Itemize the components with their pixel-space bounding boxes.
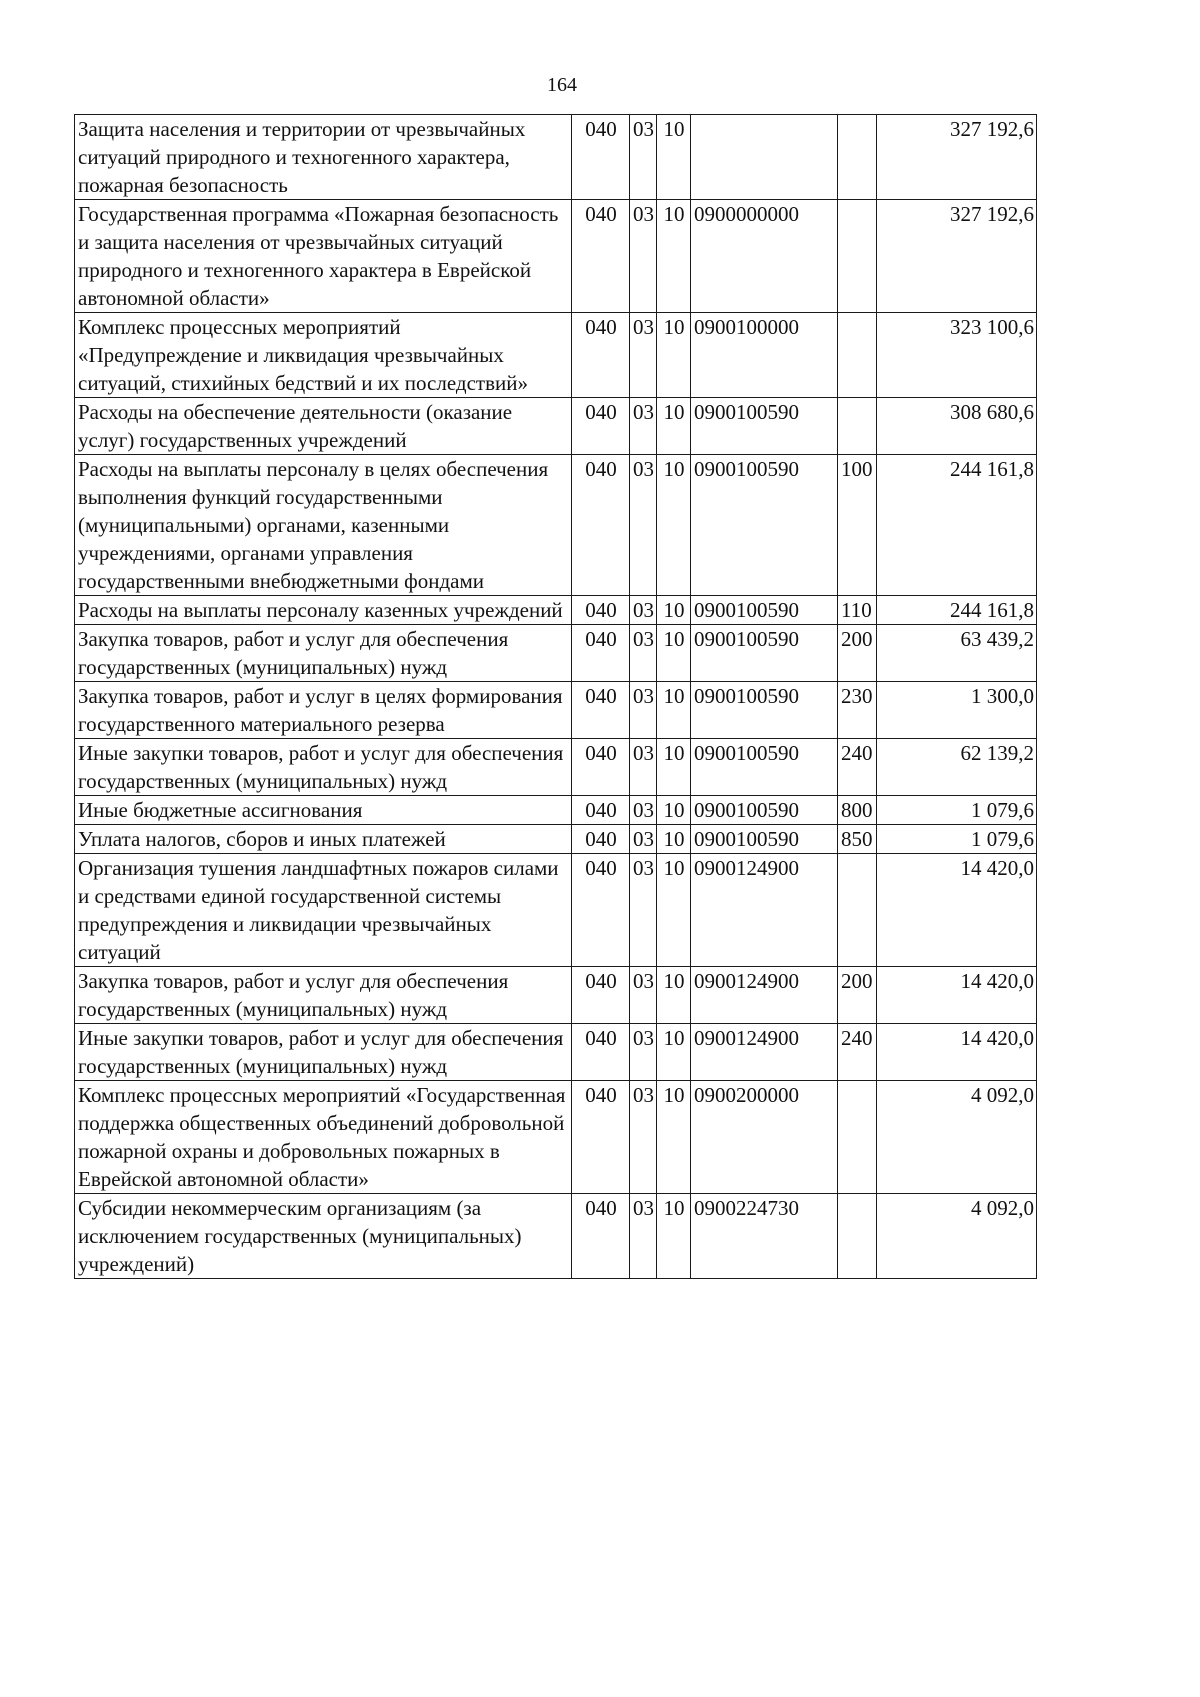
table-row: [75, 398, 1037, 455]
row-name-cell: Иные закупки товаров, работ и услуг для обеспечения государственных (муниципальных) нужд: [75, 1024, 572, 1081]
expense-type-code-cell: 100: [838, 455, 877, 596]
table-row: [75, 967, 1037, 1024]
row-name-cell: Иные бюджетные ассигнования: [75, 796, 572, 825]
subsection-code-cell: 10: [657, 967, 691, 1024]
section-code-cell: 03: [630, 796, 657, 825]
row-name-cell: Расходы на выплаты персоналу казенных учреждений: [75, 596, 572, 625]
subsection-code-cell: 10: [657, 313, 691, 398]
expense-type-code-cell: 200: [838, 967, 877, 1024]
amount-cell: 1 079,6: [877, 796, 1037, 825]
row-name-cell: Комплекс процессных мероприятий «Предупреждение и ликвидация чрезвычайных ситуаций, стихийных бедствий и их последствий»: [75, 313, 572, 398]
section-code-cell: 03: [630, 398, 657, 455]
expense-type-code-cell: 850: [838, 825, 877, 854]
section-code-cell: 03: [630, 739, 657, 796]
section-code-cell: 03: [630, 1024, 657, 1081]
row-name-cell: Иные закупки товаров, работ и услуг для обеспечения государственных (муниципальных) нужд: [75, 739, 572, 796]
target-item-code-cell: 0900124900: [691, 967, 838, 1024]
ministry-code-cell: 040: [572, 596, 630, 625]
expense-type-code-cell: [838, 115, 877, 200]
subsection-code-cell: 10: [657, 398, 691, 455]
table-row: [75, 796, 1037, 825]
row-name-cell: Уплата налогов, сборов и иных платежей: [75, 825, 572, 854]
section-code-cell: 03: [630, 625, 657, 682]
target-item-code-cell: 0900100590: [691, 455, 838, 596]
table-row: [75, 739, 1037, 796]
row-name-cell: Государственная программа «Пожарная безопасность и защита населения от чрезвычайных ситуаций природного и техногенного характера в Еврейской автономной области»: [75, 200, 572, 313]
expense-type-code-cell: 230: [838, 682, 877, 739]
target-item-code-cell: 0900100590: [691, 625, 838, 682]
ministry-code-cell: 040: [572, 967, 630, 1024]
amount-cell: 4 092,0: [877, 1194, 1037, 1279]
budget-table: [74, 114, 1037, 1279]
subsection-code-cell: 10: [657, 854, 691, 967]
row-name-cell: Комплекс процессных мероприятий «Государственная поддержка общественных объединений добровольной пожарной охраны и добровольных пожарных в Еврейской автономной области»: [75, 1081, 572, 1194]
table-row: [75, 115, 1037, 200]
expense-type-code-cell: [838, 854, 877, 967]
table-row: [75, 200, 1037, 313]
table-row: [75, 825, 1037, 854]
amount-cell: 14 420,0: [877, 967, 1037, 1024]
expense-type-code-cell: 200: [838, 625, 877, 682]
section-code-cell: 03: [630, 313, 657, 398]
expense-type-code-cell: [838, 1194, 877, 1279]
table-row: [75, 455, 1037, 596]
table-row: [75, 1194, 1037, 1279]
table-row: [75, 313, 1037, 398]
amount-cell: 14 420,0: [877, 854, 1037, 967]
expense-type-code-cell: [838, 200, 877, 313]
target-item-code-cell: 0900100590: [691, 682, 838, 739]
subsection-code-cell: 10: [657, 825, 691, 854]
section-code-cell: 03: [630, 1194, 657, 1279]
row-name-cell: Субсидии некоммерческим организациям (за исключением государственных (муниципальных) учреждений): [75, 1194, 572, 1279]
ministry-code-cell: 040: [572, 796, 630, 825]
subsection-code-cell: 10: [657, 1024, 691, 1081]
subsection-code-cell: 10: [657, 1194, 691, 1279]
expense-type-code-cell: [838, 313, 877, 398]
ministry-code-cell: 040: [572, 1081, 630, 1194]
table-row: [75, 596, 1037, 625]
target-item-code-cell: 0900224730: [691, 1194, 838, 1279]
amount-cell: 327 192,6: [877, 115, 1037, 200]
ministry-code-cell: 040: [572, 625, 630, 682]
subsection-code-cell: 10: [657, 455, 691, 596]
amount-cell: 1 079,6: [877, 825, 1037, 854]
amount-cell: 323 100,6: [877, 313, 1037, 398]
amount-cell: 308 680,6: [877, 398, 1037, 455]
ministry-code-cell: 040: [572, 1194, 630, 1279]
subsection-code-cell: 10: [657, 596, 691, 625]
section-code-cell: 03: [630, 825, 657, 854]
ministry-code-cell: 040: [572, 398, 630, 455]
section-code-cell: 03: [630, 115, 657, 200]
row-name-cell: Закупка товаров, работ и услуг для обеспечения государственных (муниципальных) нужд: [75, 625, 572, 682]
amount-cell: 244 161,8: [877, 455, 1037, 596]
expense-type-code-cell: 800: [838, 796, 877, 825]
target-item-code-cell: 0900124900: [691, 854, 838, 967]
row-name-cell: Расходы на обеспечение деятельности (оказание услуг) государственных учреждений: [75, 398, 572, 455]
page-number: 164: [547, 74, 577, 96]
ministry-code-cell: 040: [572, 854, 630, 967]
expense-type-code-cell: [838, 1081, 877, 1194]
subsection-code-cell: 10: [657, 115, 691, 200]
ministry-code-cell: 040: [572, 313, 630, 398]
target-item-code-cell: 0900100590: [691, 596, 838, 625]
target-item-code-cell: 0900100590: [691, 825, 838, 854]
subsection-code-cell: 10: [657, 682, 691, 739]
subsection-code-cell: 10: [657, 796, 691, 825]
row-name-cell: Организация тушения ландшафтных пожаров силами и средствами единой государственной системы предупреждения и ликвидации чрезвычайных ситуаций: [75, 854, 572, 967]
table-row: [75, 854, 1037, 967]
subsection-code-cell: 10: [657, 625, 691, 682]
row-name-cell: Расходы на выплаты персоналу в целях обеспечения выполнения функций государственными (муниципальными) органами, казенными учреждениями, органами управления государственными внебюджетными фондами: [75, 455, 572, 596]
amount-cell: 1 300,0: [877, 682, 1037, 739]
expense-type-code-cell: 240: [838, 1024, 877, 1081]
ministry-code-cell: 040: [572, 1024, 630, 1081]
target-item-code-cell: 0900100590: [691, 739, 838, 796]
amount-cell: 62 139,2: [877, 739, 1037, 796]
ministry-code-cell: 040: [572, 739, 630, 796]
amount-cell: 327 192,6: [877, 200, 1037, 313]
section-code-cell: 03: [630, 1081, 657, 1194]
row-name-cell: Закупка товаров, работ и услуг для обеспечения государственных (муниципальных) нужд: [75, 967, 572, 1024]
target-item-code-cell: 0900200000: [691, 1081, 838, 1194]
section-code-cell: 03: [630, 854, 657, 967]
section-code-cell: 03: [630, 200, 657, 313]
table-row: [75, 1024, 1037, 1081]
target-item-code-cell: 0900100590: [691, 398, 838, 455]
subsection-code-cell: 10: [657, 200, 691, 313]
ministry-code-cell: 040: [572, 115, 630, 200]
amount-cell: 4 092,0: [877, 1081, 1037, 1194]
target-item-code-cell: 0900124900: [691, 1024, 838, 1081]
subsection-code-cell: 10: [657, 1081, 691, 1194]
ministry-code-cell: 040: [572, 682, 630, 739]
amount-cell: 63 439,2: [877, 625, 1037, 682]
expense-type-code-cell: 240: [838, 739, 877, 796]
section-code-cell: 03: [630, 967, 657, 1024]
amount-cell: 244 161,8: [877, 596, 1037, 625]
ministry-code-cell: 040: [572, 825, 630, 854]
expense-type-code-cell: 110: [838, 596, 877, 625]
target-item-code-cell: 0900000000: [691, 200, 838, 313]
section-code-cell: 03: [630, 596, 657, 625]
table-row: [75, 625, 1037, 682]
table-row: [75, 1081, 1037, 1194]
section-code-cell: 03: [630, 682, 657, 739]
ministry-code-cell: 040: [572, 200, 630, 313]
target-item-code-cell: [691, 115, 838, 200]
target-item-code-cell: 0900100590: [691, 796, 838, 825]
subsection-code-cell: 10: [657, 739, 691, 796]
section-code-cell: 03: [630, 455, 657, 596]
expense-type-code-cell: [838, 398, 877, 455]
row-name-cell: Закупка товаров, работ и услуг в целях формирования государственного материального резерва: [75, 682, 572, 739]
ministry-code-cell: 040: [572, 455, 630, 596]
row-name-cell: Защита населения и территории от чрезвычайных ситуаций природного и техногенного характера, пожарная безопасность: [75, 115, 572, 200]
target-item-code-cell: 0900100000: [691, 313, 838, 398]
table-row: [75, 682, 1037, 739]
amount-cell: 14 420,0: [877, 1024, 1037, 1081]
